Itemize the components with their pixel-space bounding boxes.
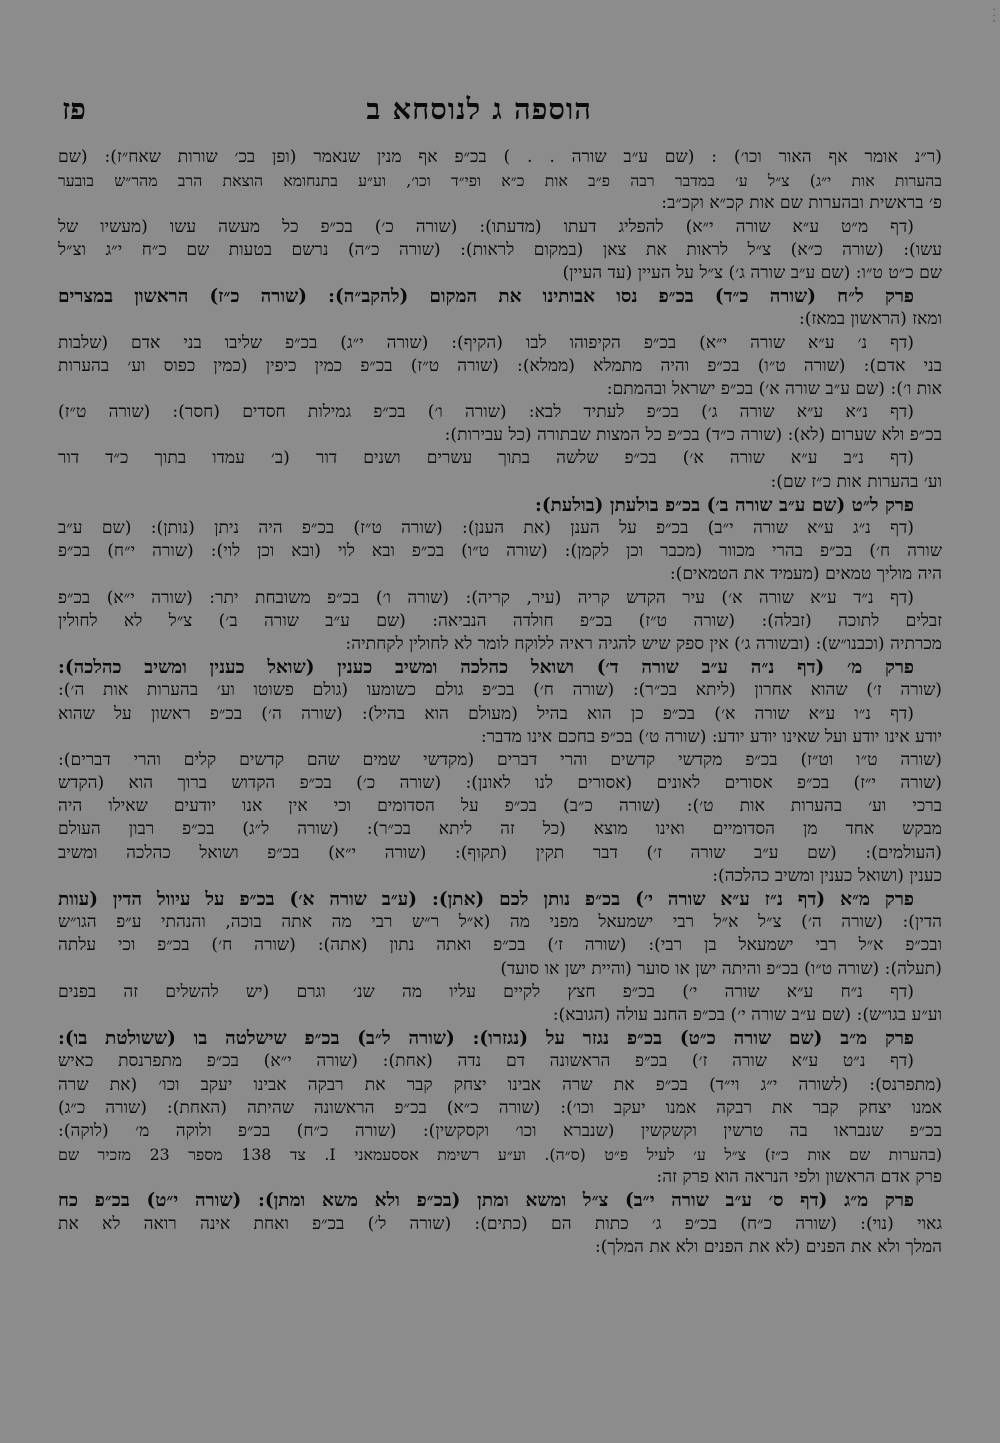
text-line: (דף מ״ט ע״א שורה י״א) להפליג דעתו (מדעתו): (שורה כ׳) בכ״פ כל מעשה עשו (מעשיו של bbox=[58, 216, 914, 237]
text-line: פ׳ בראשית ובהערות שם אות קכ״א וקכ״ב: bbox=[661, 193, 942, 214]
text-line: (העולמים): (שם ע״ב שורה ז׳) דבר תקין (תקוף): (שורה י״א) בכ״פ ושואל כהלכה ומשיב bbox=[58, 842, 942, 863]
text-line: (תעלה): (שורה ט״ו) בכ״פ והיתה ישן או סוער (והיית ישן או סועד) bbox=[500, 958, 942, 979]
text-line: אמנו יצחק קבר את רבקה אמנו יעקב וכו׳): (שורה כ״א) בכ״פ הראשונה שהיתה (האחת): (שורה כ״ג) bbox=[58, 1097, 942, 1118]
text-line: בכ״פ ולא שערום (לא): (שורה כ״ד) בכ״פ כל המצות שבתורה (כל עבירות): bbox=[444, 425, 942, 446]
text-line: וע״ע בגו״ש): (שם ע״ב שורה י׳) בכ״פ החנב עולה (הגובא): bbox=[552, 1004, 942, 1025]
text-line: (דף נ׳ ע״א שורה י״א) בכ״פ הקיפוהו לבו (הקיף): (שורה י״ג) בכ״פ שליבו בני אדם (שלבות bbox=[58, 332, 914, 353]
text-line: (דף נ״ד ע״א שורה א׳) עיר הקדש קריה (עיר, קריה): (שורה ו׳) בכ״פ משובחת יתר: (שורה י״א) בכ״פ bbox=[58, 587, 914, 608]
text-line: (דף נ״א ע״א שורה ג׳) בכ״פ לעתיד לבא: (שורה ו׳) בכ״פ גמילות חסדים (חסר): (שורה ט״ז) bbox=[58, 402, 914, 423]
text-line: (שורה ט״ו וט״ז) בכ״פ מקדשי קדשים והרי דברים (מקדשי שמים שהם קדשים קלים והרי דברים): bbox=[58, 749, 942, 770]
text-line: המלך ולא את הפנים (לא את הפנים ולא את המלך): bbox=[594, 1236, 942, 1257]
margin-notation: · · · bbox=[988, 8, 998, 23]
chapter-heading-line: פרק מ״א (דף נ״ז ע״א שורה י׳) בכ״פ נותן לכם (אתן): (ע״ב שורה א׳) בכ״פ על עיוול הדין (עוות bbox=[58, 889, 914, 910]
chapter-heading-line: פרק ל״ח (שורה כ״ד) בכ״פ נסו אבותינו את המקום (להקב״ה): (שורה כ״ז) הראשון במצרים bbox=[58, 286, 914, 308]
text-line: ומאז (הראשון במאז): bbox=[799, 309, 942, 330]
text-line: יודע אינו יודע ועל שאינו יודע יודע: (שורה ט׳) בכ״פ בחכם אינו מדבר: bbox=[480, 726, 942, 747]
text-line: הדין): (שורה ה׳) צ״ל א״ל רבי ישמעאל מפני מה (א״ל ר״ש רבי מה אתה בוכה, והנהתי ע״פ הגו״ש bbox=[58, 912, 942, 933]
text-line: (שורה י״ז) בכ״פ אסורים לאונים (אסורים לנו לאונן): (שורה כ׳) בכ״פ הקדוש ברוך הוא (הקדש bbox=[58, 773, 942, 794]
text-line: ברכי וע׳ בהערות אות ט׳): (שורה כ״ב) בכ״פ על הסדומים וכי אין אנו יודעים שאילו היה bbox=[58, 796, 942, 817]
text-line: כענין (ושואל כענין ומשיב כהלכה): bbox=[712, 865, 942, 886]
text-line: עשו): (שורה כ״א) צ״ל לראות את צאן (במקום לראות): (שורה כ״ה) נרשם בטעות שם כ״ח י״ג וצ״ל bbox=[58, 239, 942, 260]
text-line: מבקש אחד מן הסדומיים ואינו מוצא (כל זה ליתא בכ״ר): (שורה ל״ג) בכ״פ רבון העולם bbox=[58, 819, 942, 840]
text-line: (בהערות שם אות כ״ז) צ״ל ע׳ לעיל פ״ט (ס״ה). וע״ע רשימת אססעמאני I. צד 138 מספר 23 מזכיר שם bbox=[58, 1145, 942, 1165]
text-line: שם כ״ט ט״ו: (שם ע״ב שורה ג׳) צ״ל על העיין (עד העיין) bbox=[562, 262, 942, 283]
text-line: היה מוליך טמאים (מעמיד את הטמאים): bbox=[669, 564, 942, 585]
text-line: (דף נ״ו ע״א שורה א׳) בכ״פ כן הוא בהיל (מעולם הוא בהיל): (שורה ה׳) בכ״פ ראשון על שהוא bbox=[58, 703, 914, 724]
chapter-heading-line: פרק מ״ב (שם שורה כ״ט) בכ״פ נגזר על (נגזרו): (שורה ל״ב) בכ״פ שישלטה בו (ששולטת בו): bbox=[58, 1028, 914, 1050]
text-line: (דף נ״ג ע״א שורה י״ב) בכ״פ על הענן (את הענן): (שורה ט״ז) בכ״פ היה ניתן (נותן): (שם ע״ב bbox=[58, 518, 914, 538]
body-text bbox=[58, 146, 942, 1259]
text-line: (דף נ״ח ע״א שורה י׳) בכ״פ חצץ לקיים עליו מה שנ׳ וגרם (יש להשלים זה בפנים bbox=[58, 981, 914, 1002]
chapter-heading-line: פרק ל״ט (שם ע״ב שורה ב׳) בכ״פ בולעתן (בולעת): bbox=[535, 494, 914, 516]
text-line: מכרתיה (וכבנו״ש): (ובשורה ג׳) אין ספק שיש להגיה ראיה ללוקח לומר לא לחולין לקחתיה: bbox=[345, 633, 942, 654]
text-line: אות ו׳): (שם ע״ב שורה א׳) בכ״פ ישראל ובהמתם: bbox=[606, 378, 942, 399]
text-line: (ר״נ אומר אף האור וכו׳) : (שם ע״ב שורה . . ) בכ״פ אף מנין שנאמר (ופן בכ׳ שורות שאח״ז): (שם bbox=[58, 147, 942, 167]
page-header bbox=[58, 92, 942, 136]
page-number: פז bbox=[62, 92, 86, 126]
text-line: בני אדם): (שורה ט״ו) בכ״פ והיה מתמלא (ממלא): (שורה ט״ז) בכ״פ כמין כיפין (כמין כפוס וע׳ בהערות bbox=[58, 355, 942, 376]
text-line: בכ״פ שנבראו בה טרשין וקשקשין (שנברא וכו׳ וקסקשין): (שורה כ״ח) בכ״פ ולוקה מ׳ (לוקה): bbox=[58, 1120, 942, 1141]
text-line: וע׳ בהערות אות כ״ז שם): bbox=[770, 471, 942, 492]
text-line: (דף נ״ט ע״א שורה ז׳) בכ״פ הראשונה דם נדה (אחת): (שורה י״א) בכ״פ מתפרנסת כאיש bbox=[58, 1051, 914, 1072]
text-line: גאוי (נוי): (שורה כ״ח) בכ״פ ג׳ כתות הם (כתים): (שורה ל׳) בכ״פ ואחת אינה רואה לא את bbox=[58, 1213, 942, 1234]
chapter-heading-line: פרק מ״ג (דף ס׳ ע״ב שורה י״ב) צ״ל ומשא ומתן (בכ״פ ולא משא ומתן): (שורה י״ט) בכ״פ כח bbox=[58, 1190, 914, 1212]
chapter-heading-line: פרק מ׳ (דף נ״ה ע״ב שורה ד׳) ושואל כהלכה ומשיב כענין (שואל כענין ומשיב כהלכה): bbox=[58, 657, 914, 679]
running-title: הוספה ג לנוסחא ב bbox=[366, 92, 592, 126]
text-line: זבלים לתוכה (זבלה): (שורה ט״ז) בכ״פ חולדה הנביאה: (שם ע״ב שורה ב׳) צ״ל לא לחולין bbox=[58, 610, 942, 631]
text-line: ובכ״פ א״ל רבי ישמעאל בן רבי): (שורה ז׳) בכ״פ ואתה נתון (אתה): (שורה ח׳) בכ״פ וכי עלתה bbox=[58, 935, 942, 956]
text-line: (מתפרנס): (לשורה י״ג וי״ד) בכ״פ את שרה אבינו יצחק קבר את רבקה אבינו יעקב וכו׳ (את שרה bbox=[58, 1074, 942, 1095]
text-line: פרק אדם הראשון ולפי הנראה הוא פרק זה: bbox=[656, 1167, 942, 1188]
text-line: שורה ח׳) בכ״פ בהרי מכוור (מכבר וכן לקמן): (שורה ט״ו) בכ״פ ובא לוי (ובא וכן לוי): (שורה י״ח) בכ״פ bbox=[58, 541, 942, 562]
text-line: (דף נ״ב ע״א שורה א׳) בכ״פ שלשה בתוך עשרים ושנים דור (ב׳ עמדו בתוך כ״ד דור bbox=[58, 448, 914, 469]
text-line: (שורה ז׳) שהוא אחרון (ליתא בכ״ר): (שורה ח׳) בכ״פ גולם כשומעו (גולם פשוטו וע׳ בהערות אות ה׳): bbox=[58, 680, 942, 701]
text-line: בהערות אות י״ג) צ״ל ע׳ במדבר רבה פ״ב אות כ״א ופי״ד וכו׳, וע״ע בתנחומא הוצאת הרב מהר״ש בובער bbox=[58, 171, 942, 191]
